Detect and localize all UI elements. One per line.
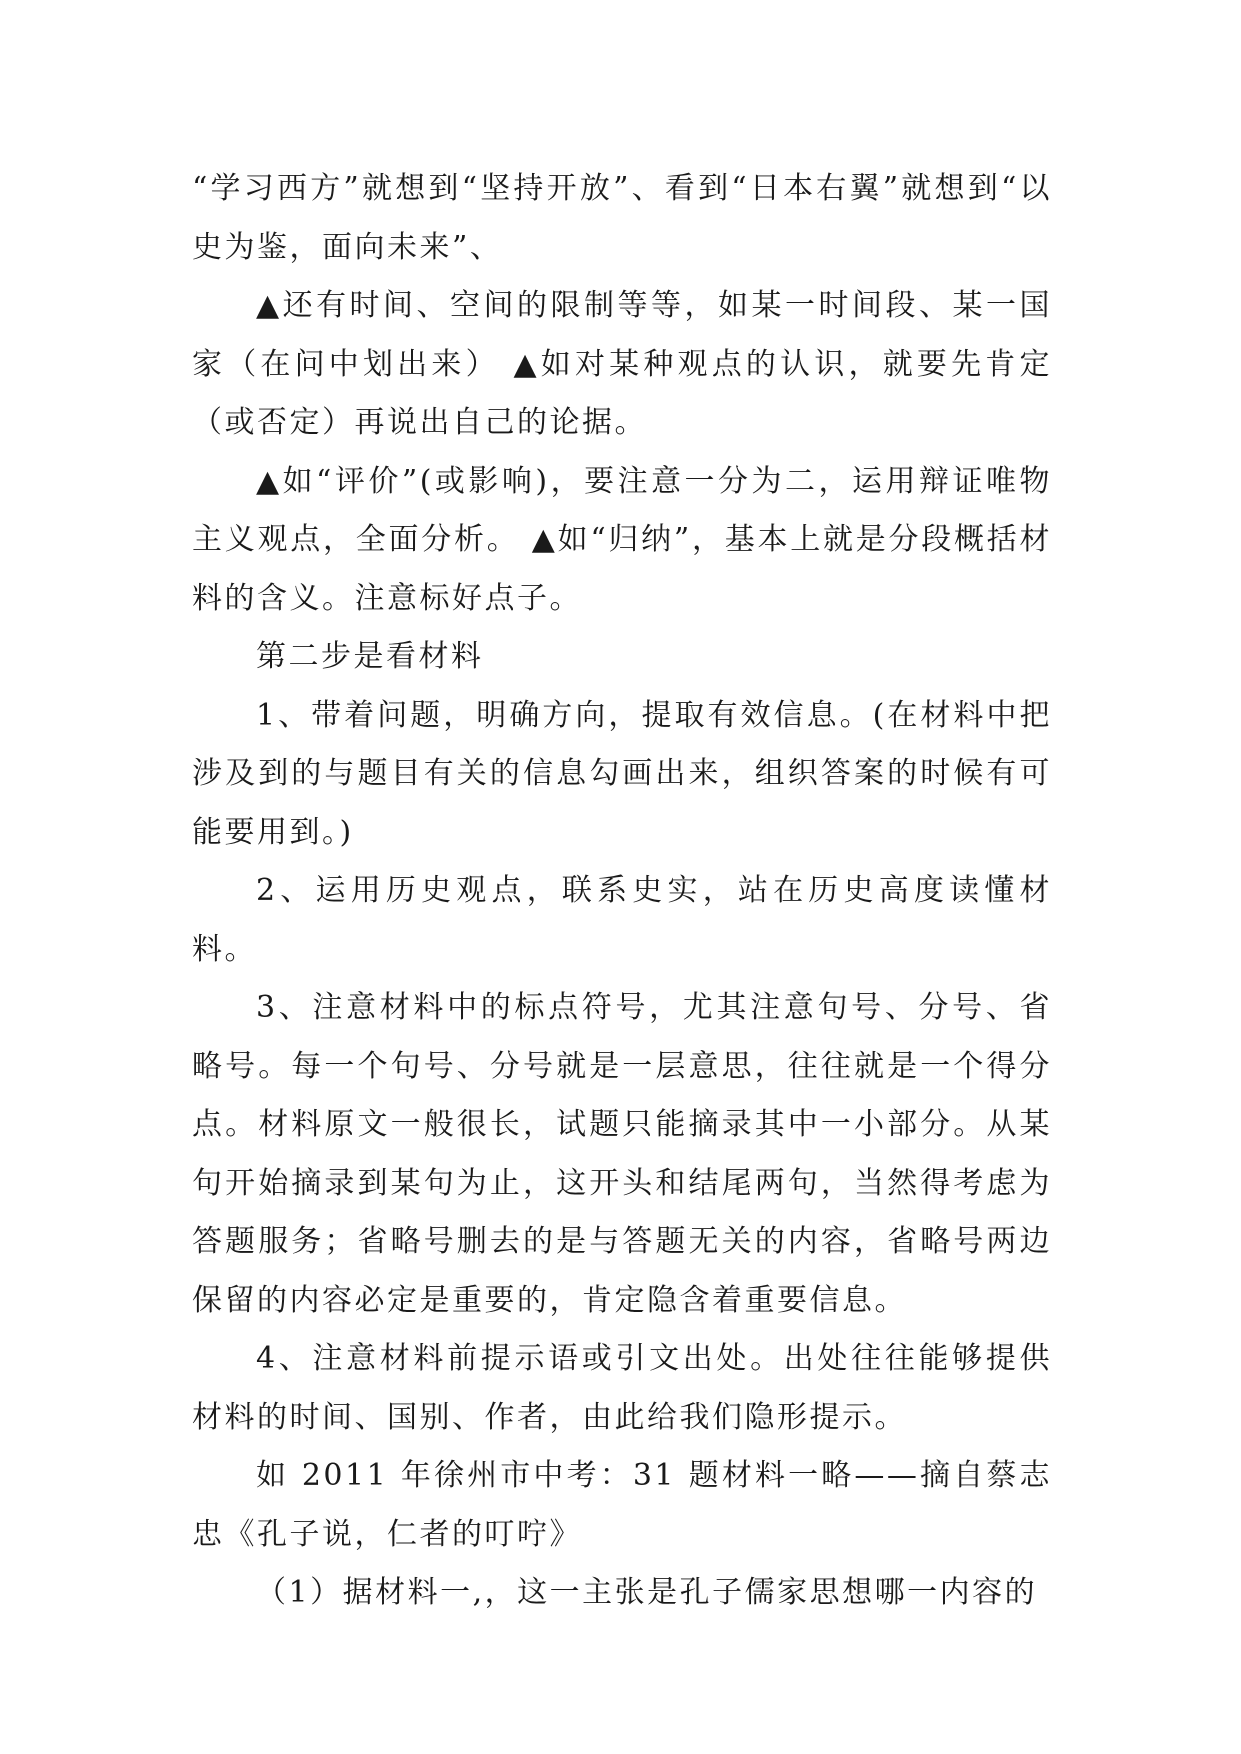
paragraph: 2、运用历史观点，联系史实，站在历史高度读懂材料。 xyxy=(192,873,1052,967)
section-heading: 第二步是看材料 xyxy=(256,639,484,674)
paragraph: 3、注意材料中的标点符号，尤其注意句号、分号、省略号。每一个句号、分号就是一层意思，往往就是一个得分点。材料原文一般很长，试题只能摘录其中一小部分。从某句开始摘录到某句为止，这开头和结尾两句，当然得考虑为答题服务；省略号删去的是与答题无关的内容，省略号两边保留的内容必定是重要的，肯定隐含着重要信息。 xyxy=(192,990,1052,1318)
paragraph: 如 2011 年徐州市中考：31 题材料一略——摘自蔡志忠《孔子说，仁者的叮咛》 xyxy=(192,1458,1052,1552)
paragraph: 4、注意材料前提示语或引文出处。出处往往能够提供材料的时间、国别、作者，由此给我们隐形提示。 xyxy=(192,1341,1052,1435)
paragraph: 1、带着问题，明确方向，提取有效信息。(在材料中把涉及到的与题目有关的信息勾画出来，组织答案的时候有可能要用到。) xyxy=(192,697,1052,850)
paragraph: “学习西方”就想到“坚持开放”、看到“日本右翼”就想到“以史为鉴，面向未来”、 xyxy=(192,171,1052,265)
paragraph: （1）据材料一,，这一主张是孔子儒家思想哪一内容的 xyxy=(256,1575,1038,1610)
paragraph: ▲还有时间、空间的限制等等，如某一时间段、某一国家（在问中划出来） ▲如对某种观点的认识，就要先肯定（或否定）再说出自己的论据。 xyxy=(192,288,1052,440)
document-body xyxy=(192,160,1052,1623)
paragraph: ▲如“评价”(或影响)，要注意一分为二，运用辩证唯物主义观点，全面分析。 ▲如“归纳”，基本上就是分段概括材料的含义。注意标好点子。 xyxy=(192,463,1052,616)
